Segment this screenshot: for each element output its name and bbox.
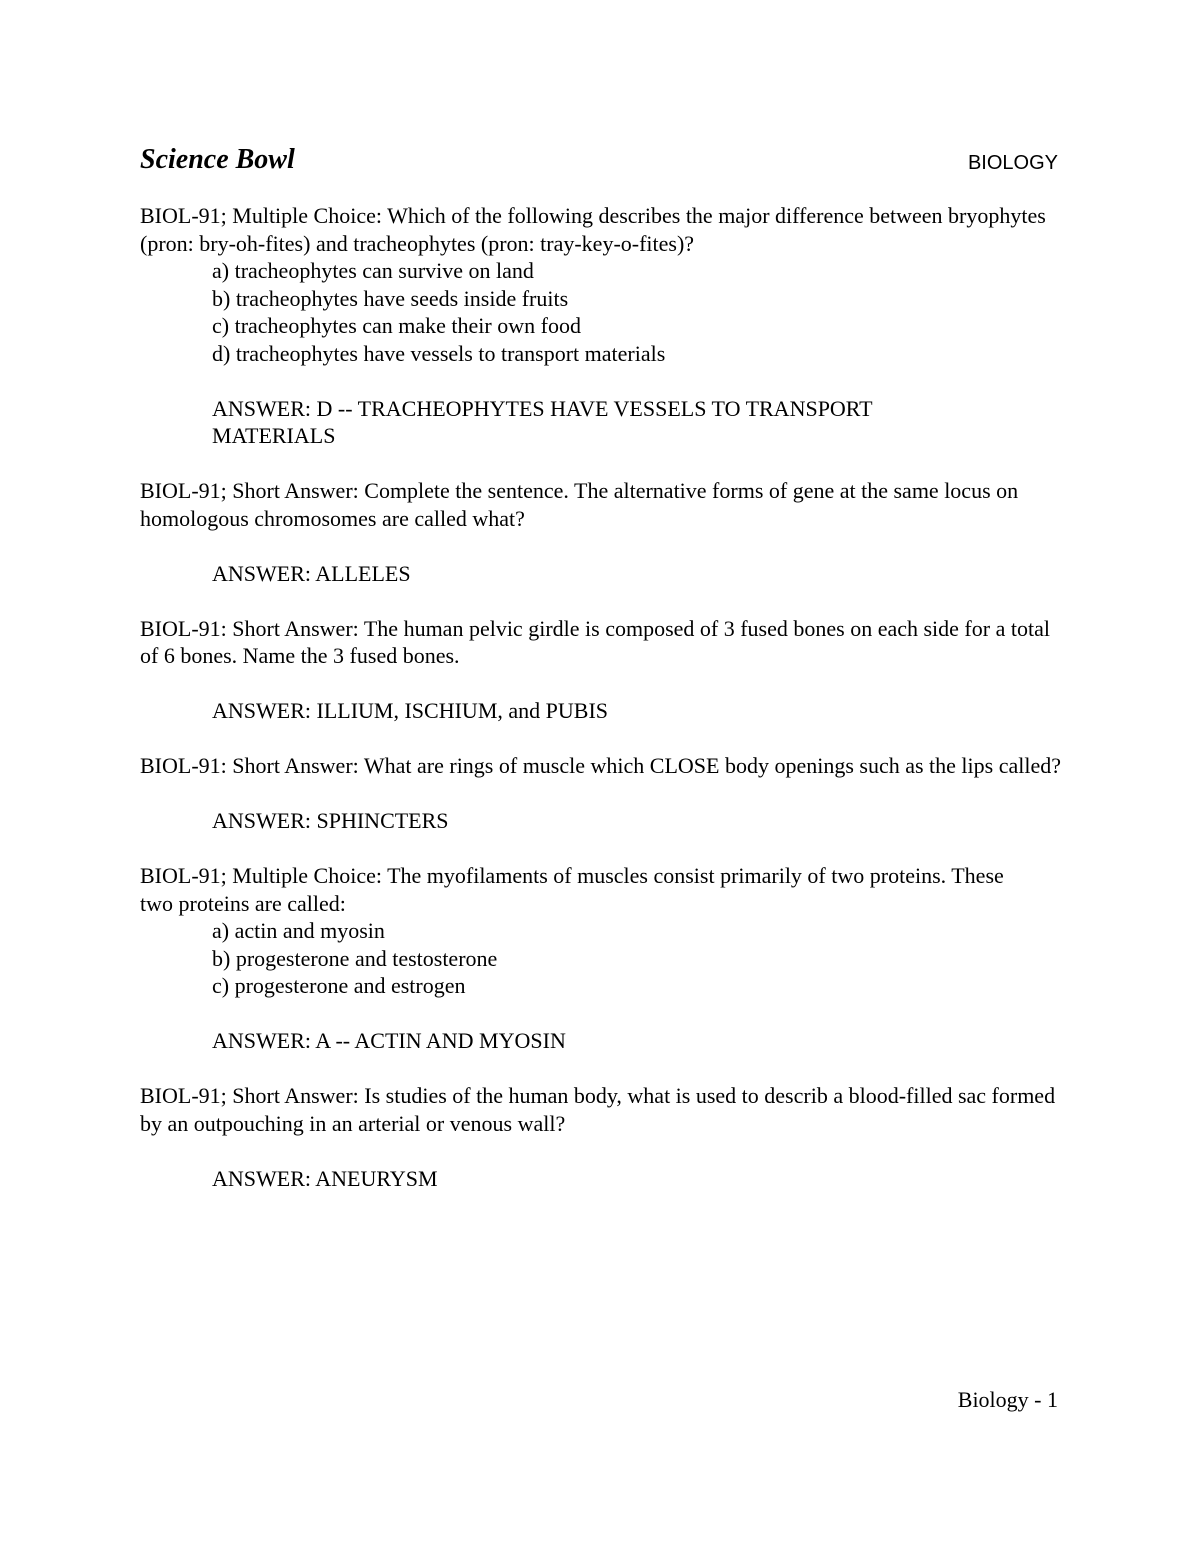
choice-item: b) progesterone and testosterone	[212, 945, 498, 971]
page-number: Biology - 1	[957, 1387, 1058, 1412]
answer-text: ANSWER: D -- TRACHEOPHYTES HAVE VESSELS TO TRANSPORT MATERIALS	[212, 395, 873, 448]
question-text: BIOL-91: Short Answer: What are rings of muscle which CLOSE body openings such as the lips called?	[140, 753, 1061, 778]
spacer	[140, 1055, 1065, 1083]
spacer	[140, 835, 1065, 863]
answer-text: ANSWER: ALLELES	[212, 560, 411, 586]
choice-item: b) tracheophytes have seeds inside fruits	[212, 285, 569, 311]
question-block	[140, 202, 1065, 450]
question-block	[140, 615, 1065, 725]
answer-text: ANSWER: ANEURYSM	[212, 1165, 438, 1191]
spacer	[140, 725, 1065, 753]
question-block	[140, 752, 1065, 835]
answer-text: ANSWER: A -- ACTIN AND MYOSIN	[212, 1028, 566, 1053]
choice-item: a) tracheophytes can survive on land	[212, 258, 534, 283]
spacer	[140, 587, 1065, 615]
choice-item: c) progesterone and estrogen	[212, 973, 466, 998]
document-title: Science Bowl	[140, 144, 295, 175]
question-text: BIOL-91; Multiple Choice: Which of the following describes the major difference between bryophytes (pron: bry-oh-fites) and tracheophytes (pron: tray-key-o-fites)?	[140, 203, 1046, 256]
question-block	[140, 862, 1065, 1055]
choice-item: a) actin and myosin	[212, 918, 385, 943]
answer-text: ANSWER: ILLIUM, ISCHIUM, and PUBIS	[212, 698, 608, 723]
question-text: BIOL-91; Short Answer: Complete the sentence. The alternative forms of gene at the same locus on homologous chromosomes are called what?	[140, 478, 1019, 531]
page-header	[140, 142, 1058, 182]
choice-item: d) tracheophytes have vessels to transport materials	[212, 340, 666, 366]
question-text: BIOL-91: Short Answer: The human pelvic girdle is composed of 3 fused bones on each side for a total of 6 bones. Name the 3 fused bones.	[140, 615, 1050, 668]
question-text: BIOL-91; Multiple Choice: The myofilaments of muscles consist primarily of two proteins. These two proteins are called:	[140, 863, 1004, 916]
spacer	[140, 450, 1065, 478]
question-text: BIOL-91; Short Answer: Is studies of the human body, what is used to describ a blood-filled sac formed by an outpouching in an arterial or venous wall?	[140, 1083, 1056, 1136]
question-block	[140, 477, 1065, 587]
choice-list	[140, 257, 1065, 367]
question-block	[140, 1082, 1065, 1192]
choice-item: c) tracheophytes can make their own food	[212, 313, 581, 338]
subject-label: BIOLOGY	[967, 152, 1058, 174]
question-list	[140, 202, 1065, 1192]
choice-list	[140, 917, 1065, 1000]
answer-text: ANSWER: SPHINCTERS	[212, 808, 449, 833]
